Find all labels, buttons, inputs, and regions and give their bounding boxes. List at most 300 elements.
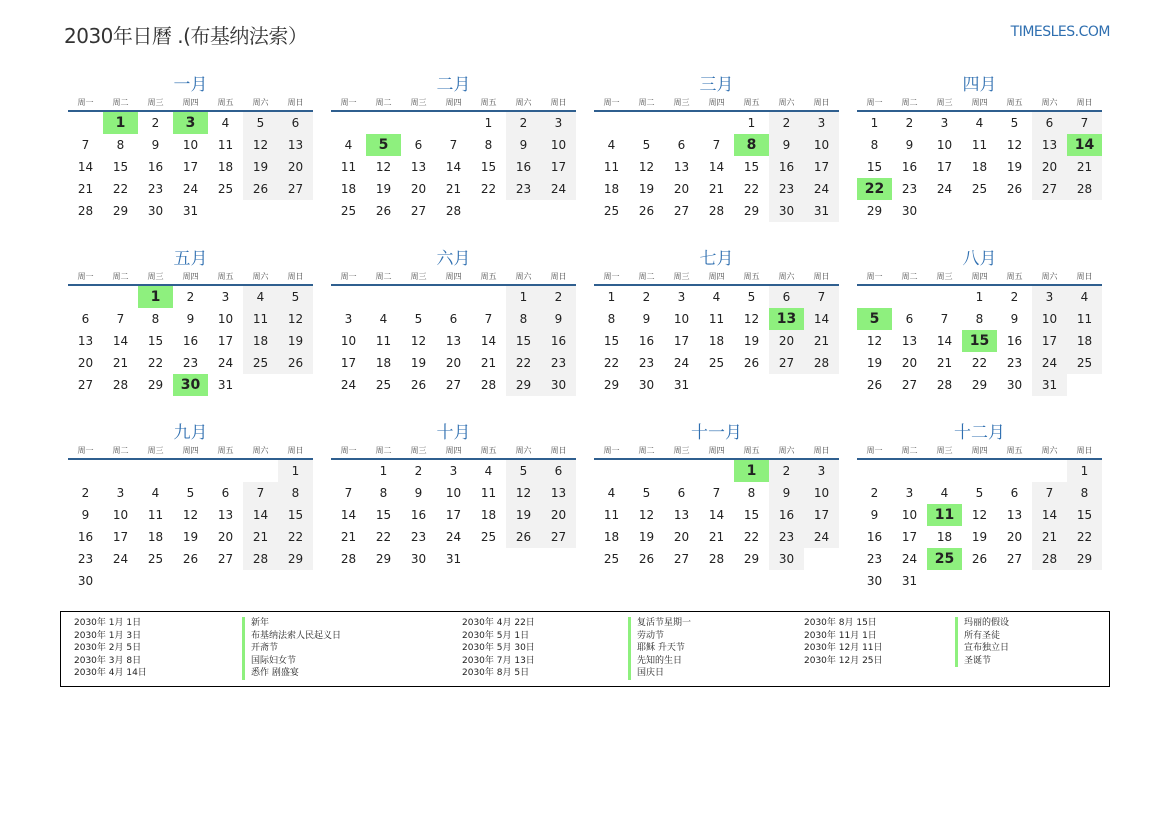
day-cell: 10 <box>182 138 199 152</box>
month-title: 三月 <box>699 75 734 95</box>
holiday-name: 布基纳法索人民起义日 <box>242 630 341 643</box>
day-cell: 3 <box>221 290 230 304</box>
empty-cell <box>699 460 734 482</box>
day-cell: 16 <box>182 334 199 348</box>
day-cell: 7 <box>1032 482 1067 504</box>
day-cell: 17 <box>936 160 953 174</box>
month-title: 五月 <box>173 249 208 269</box>
day-cell: 11 <box>708 312 725 326</box>
day-cell: 30 <box>410 552 427 566</box>
weekday-label: 周三 <box>673 446 690 455</box>
holiday-date: 2030年 7月 13日 <box>462 655 535 666</box>
day-cell: 10 <box>541 134 576 156</box>
day-cell: 19 <box>375 182 392 196</box>
day-cell: 8 <box>379 486 388 500</box>
empty-cell <box>1032 460 1067 482</box>
empty-cell <box>401 112 436 134</box>
day-cell: 25 <box>603 204 620 218</box>
day-cell: 14 <box>243 504 278 526</box>
day-cell: 10 <box>340 334 357 348</box>
day-cell: 3 <box>344 312 353 326</box>
empty-cell <box>436 286 471 308</box>
weekday-label: 周四 <box>708 446 725 455</box>
weekday-header <box>331 96 576 112</box>
weekday-label: 周三 <box>673 272 690 281</box>
weekday-label: 周二 <box>112 272 129 281</box>
day-cell: 28 <box>112 378 129 392</box>
weekday-header <box>857 96 1102 112</box>
day-cell: 18 <box>971 160 988 174</box>
day-cell: 13 <box>673 508 690 522</box>
day-cell: 21 <box>480 356 497 370</box>
day-cell: 6 <box>449 312 458 326</box>
empty-cell <box>892 460 927 482</box>
empty-cell <box>68 286 103 308</box>
day-cell: 5 <box>1010 116 1019 130</box>
day-cell: 1 <box>607 290 616 304</box>
day-cell: 7 <box>804 286 839 308</box>
day-cell: 20 <box>410 182 427 196</box>
weekday-label: 周一 <box>866 446 883 455</box>
month-3 <box>594 74 839 247</box>
holiday-day-cell: 5 <box>857 308 892 330</box>
day-grid <box>331 460 576 570</box>
weekday-label: 周六 <box>515 272 532 281</box>
weekday-label: 周日 <box>813 446 830 455</box>
day-cell: 14 <box>445 160 462 174</box>
day-grid <box>857 286 1102 396</box>
holiday-name: 圣诞节 <box>955 655 1009 668</box>
empty-cell <box>857 460 892 482</box>
weekday-label: 周一 <box>77 272 94 281</box>
day-cell: 7 <box>712 486 721 500</box>
day-cell: 25 <box>217 182 234 196</box>
day-cell: 15 <box>375 508 392 522</box>
day-cell: 2 <box>769 112 804 134</box>
holiday-day-cell: 3 <box>173 112 208 134</box>
holiday-names-col-1 <box>242 617 341 680</box>
weekday-label: 周三 <box>410 446 427 455</box>
weekday-label: 周二 <box>638 446 655 455</box>
day-cell: 31 <box>217 378 234 392</box>
holiday-dates-col-1 <box>74 617 147 680</box>
holiday-name: 玛丽的假设 <box>955 617 1009 630</box>
day-cell: 10 <box>112 508 129 522</box>
day-cell: 24 <box>217 356 234 370</box>
day-cell: 20 <box>77 356 94 370</box>
day-cell: 23 <box>1006 356 1023 370</box>
day-cell: 8 <box>484 138 493 152</box>
day-cell: 21 <box>708 530 725 544</box>
site-link[interactable]: TIMESLES.COM <box>1010 24 1110 40</box>
day-cell: 7 <box>484 312 493 326</box>
holiday-day-cell: 25 <box>927 548 962 570</box>
day-cell: 23 <box>541 352 576 374</box>
weekday-label: 周五 <box>1006 98 1023 107</box>
day-cell: 6 <box>677 138 686 152</box>
day-cell: 24 <box>112 552 129 566</box>
day-cell: 21 <box>1032 526 1067 548</box>
weekday-label: 周一 <box>77 98 94 107</box>
day-cell: 8 <box>116 138 125 152</box>
day-cell: 18 <box>243 330 278 352</box>
day-cell: 12 <box>743 312 760 326</box>
day-cell: 10 <box>445 486 462 500</box>
day-cell: 31 <box>182 204 199 218</box>
weekday-label: 周日 <box>1076 272 1093 281</box>
empty-cell <box>664 112 699 134</box>
weekday-header <box>331 270 576 286</box>
day-grid <box>68 112 313 222</box>
holiday-day-cell: 15 <box>962 330 997 352</box>
day-cell: 13 <box>217 508 234 522</box>
day-cell: 10 <box>217 312 234 326</box>
day-cell: 2 <box>769 460 804 482</box>
day-cell: 13 <box>1006 508 1023 522</box>
day-cell: 9 <box>642 312 651 326</box>
weekday-label: 周三 <box>936 272 953 281</box>
holiday-date: 2030年 1月 3日 <box>74 630 142 641</box>
day-cell: 12 <box>278 308 313 330</box>
holiday-day-cell: 11 <box>927 504 962 526</box>
day-cell: 17 <box>901 530 918 544</box>
empty-cell <box>331 460 366 482</box>
day-cell: 4 <box>1067 286 1102 308</box>
day-cell: 3 <box>449 464 458 478</box>
day-cell: 10 <box>901 508 918 522</box>
weekday-label: 周一 <box>77 446 94 455</box>
day-cell: 5 <box>414 312 423 326</box>
weekday-label: 周日 <box>1076 98 1093 107</box>
day-cell: 2 <box>506 112 541 134</box>
day-cell: 29 <box>971 378 988 392</box>
holiday-date: 2030年 12月 11日 <box>804 643 883 653</box>
weekday-header <box>594 444 839 460</box>
day-cell: 25 <box>1067 352 1102 374</box>
day-cell: 24 <box>340 378 357 392</box>
day-cell: 5 <box>186 486 195 500</box>
weekday-label: 周六 <box>1041 272 1058 281</box>
day-cell: 28 <box>804 352 839 374</box>
weekday-header <box>68 444 313 460</box>
day-cell: 28 <box>936 378 953 392</box>
day-cell: 24 <box>936 182 953 196</box>
day-cell: 20 <box>278 156 313 178</box>
day-cell: 8 <box>747 486 756 500</box>
day-cell: 4 <box>484 464 493 478</box>
weekday-label: 周六 <box>252 98 269 107</box>
day-cell: 15 <box>1067 504 1102 526</box>
day-cell: 3 <box>541 112 576 134</box>
day-cell: 10 <box>936 138 953 152</box>
month-6 <box>331 248 576 421</box>
weekday-label: 周一 <box>340 446 357 455</box>
day-grid <box>68 460 313 592</box>
holiday-name: 先知的生日 <box>628 655 691 668</box>
day-cell: 17 <box>445 508 462 522</box>
day-cell: 25 <box>375 378 392 392</box>
day-cell: 8 <box>151 312 160 326</box>
day-cell: 4 <box>344 138 353 152</box>
day-cell: 27 <box>673 204 690 218</box>
day-cell: 11 <box>480 486 497 500</box>
day-cell: 2 <box>870 486 879 500</box>
day-cell: 25 <box>480 530 497 544</box>
day-grid <box>331 112 576 222</box>
weekday-label: 周四 <box>971 272 988 281</box>
month-12 <box>857 422 1102 595</box>
day-cell: 27 <box>445 378 462 392</box>
holiday-day-cell: 1 <box>138 286 173 308</box>
day-cell: 3 <box>905 486 914 500</box>
day-cell: 5 <box>642 486 651 500</box>
day-cell: 17 <box>112 530 129 544</box>
day-cell: 28 <box>708 204 725 218</box>
day-cell: 29 <box>743 204 760 218</box>
empty-cell <box>927 460 962 482</box>
day-cell: 20 <box>769 330 804 352</box>
holiday-list <box>60 611 1110 687</box>
day-cell: 12 <box>182 508 199 522</box>
day-cell: 10 <box>673 312 690 326</box>
day-cell: 9 <box>186 312 195 326</box>
empty-cell <box>401 286 436 308</box>
day-cell: 19 <box>638 182 655 196</box>
day-cell: 19 <box>638 530 655 544</box>
holiday-date: 2030年 4月 14日 <box>74 668 147 678</box>
day-grid <box>594 460 839 570</box>
holiday-day-cell: 30 <box>173 374 208 396</box>
holiday-name: 所有圣徒 <box>955 630 1009 643</box>
day-cell: 18 <box>340 182 357 196</box>
day-cell: 2 <box>642 290 651 304</box>
day-cell: 28 <box>708 552 725 566</box>
day-cell: 25 <box>603 552 620 566</box>
day-cell: 4 <box>712 290 721 304</box>
day-cell: 28 <box>1067 178 1102 200</box>
day-cell: 27 <box>217 552 234 566</box>
day-cell: 11 <box>1067 308 1102 330</box>
month-title: 一月 <box>173 75 208 95</box>
day-cell: 15 <box>743 508 760 522</box>
holiday-dates-col-2 <box>462 617 535 680</box>
calendar-grid <box>68 74 1102 595</box>
month-11 <box>594 422 839 595</box>
weekday-label: 周六 <box>515 446 532 455</box>
day-cell: 29 <box>1067 548 1102 570</box>
month-2 <box>331 74 576 247</box>
day-cell: 8 <box>506 308 541 330</box>
weekday-label: 周五 <box>480 272 497 281</box>
day-grid <box>857 112 1102 222</box>
day-cell: 18 <box>147 530 164 544</box>
day-cell: 26 <box>743 356 760 370</box>
page-title: 2030年日曆 .(布基纳法索） <box>64 24 308 48</box>
day-cell: 11 <box>340 160 357 174</box>
day-cell: 9 <box>769 482 804 504</box>
day-cell: 29 <box>603 378 620 392</box>
holiday-name: 劳动节 <box>628 630 691 643</box>
weekday-label: 周六 <box>778 98 795 107</box>
month-1 <box>68 74 313 247</box>
holiday-date: 2030年 8月 15日 <box>804 618 877 628</box>
day-cell: 6 <box>414 138 423 152</box>
day-cell: 30 <box>147 204 164 218</box>
day-cell: 22 <box>971 356 988 370</box>
day-cell: 1 <box>278 460 313 482</box>
weekday-label: 周二 <box>901 272 918 281</box>
month-8 <box>857 248 1102 421</box>
month-4 <box>857 74 1102 247</box>
day-cell: 11 <box>243 308 278 330</box>
day-cell: 13 <box>410 160 427 174</box>
day-cell: 20 <box>901 356 918 370</box>
holiday-day-cell: 8 <box>734 134 769 156</box>
empty-cell <box>471 286 506 308</box>
empty-cell <box>366 112 401 134</box>
day-cell: 16 <box>147 160 164 174</box>
day-cell: 20 <box>673 530 690 544</box>
day-cell: 5 <box>747 290 756 304</box>
holiday-day-cell: 1 <box>734 460 769 482</box>
day-cell: 28 <box>1032 548 1067 570</box>
day-cell: 11 <box>375 334 392 348</box>
day-cell: 23 <box>182 356 199 370</box>
day-cell: 14 <box>1032 504 1067 526</box>
holiday-date: 2030年 3月 8日 <box>74 655 142 666</box>
empty-cell <box>208 460 243 482</box>
day-cell: 20 <box>1032 156 1067 178</box>
empty-cell <box>857 286 892 308</box>
weekday-label: 周三 <box>147 272 164 281</box>
empty-cell <box>892 286 927 308</box>
day-cell: 12 <box>971 508 988 522</box>
day-cell: 28 <box>243 548 278 570</box>
day-grid <box>594 112 839 222</box>
holiday-name: 国际妇女节 <box>242 655 341 668</box>
day-cell: 24 <box>901 552 918 566</box>
day-cell: 15 <box>480 160 497 174</box>
day-cell: 12 <box>1006 138 1023 152</box>
day-cell: 5 <box>278 286 313 308</box>
day-cell: 6 <box>769 286 804 308</box>
day-cell: 9 <box>1010 312 1019 326</box>
day-cell: 11 <box>603 160 620 174</box>
holiday-date: 2030年 8月 5日 <box>462 668 530 678</box>
day-cell: 1 <box>870 116 879 130</box>
holiday-name: 耶稣 升天节 <box>628 642 691 655</box>
day-cell: 18 <box>1067 330 1102 352</box>
day-cell: 19 <box>182 530 199 544</box>
day-cell: 19 <box>278 330 313 352</box>
day-cell: 10 <box>804 134 839 156</box>
day-cell: 25 <box>340 204 357 218</box>
day-cell: 14 <box>340 508 357 522</box>
weekday-header <box>594 270 839 286</box>
weekday-label: 周一 <box>866 98 883 107</box>
day-cell: 17 <box>804 156 839 178</box>
day-cell: 13 <box>77 334 94 348</box>
day-cell: 21 <box>708 182 725 196</box>
empty-cell <box>436 112 471 134</box>
weekday-label: 周日 <box>1076 446 1093 455</box>
day-cell: 3 <box>940 116 949 130</box>
day-cell: 17 <box>541 156 576 178</box>
weekday-label: 周五 <box>217 446 234 455</box>
day-cell: 26 <box>243 178 278 200</box>
holiday-names-col-3 <box>955 617 1009 667</box>
day-cell: 15 <box>506 330 541 352</box>
weekday-label: 周日 <box>813 98 830 107</box>
weekday-label: 周五 <box>480 446 497 455</box>
day-cell: 15 <box>147 334 164 348</box>
day-cell: 17 <box>340 356 357 370</box>
weekday-label: 周二 <box>901 98 918 107</box>
day-cell: 21 <box>445 182 462 196</box>
day-cell: 16 <box>1006 334 1023 348</box>
month-title: 四月 <box>962 75 997 95</box>
day-cell: 2 <box>1010 290 1019 304</box>
weekday-label: 周日 <box>813 272 830 281</box>
day-cell: 13 <box>445 334 462 348</box>
holiday-name: 宣布独立日 <box>955 642 1009 655</box>
day-cell: 8 <box>870 138 879 152</box>
empty-cell <box>594 460 629 482</box>
day-cell: 18 <box>375 356 392 370</box>
day-cell: 16 <box>866 530 883 544</box>
day-cell: 18 <box>708 334 725 348</box>
day-cell: 23 <box>410 530 427 544</box>
day-cell: 14 <box>936 334 953 348</box>
day-cell: 26 <box>971 552 988 566</box>
day-cell: 14 <box>480 334 497 348</box>
weekday-label: 周四 <box>708 98 725 107</box>
empty-cell <box>594 112 629 134</box>
weekday-label: 周一 <box>340 98 357 107</box>
day-cell: 18 <box>217 160 234 174</box>
day-cell: 4 <box>975 116 984 130</box>
weekday-label: 周六 <box>515 98 532 107</box>
empty-cell <box>962 460 997 482</box>
day-cell: 26 <box>638 204 655 218</box>
empty-cell <box>366 286 401 308</box>
day-cell: 8 <box>278 482 313 504</box>
day-cell: 12 <box>410 334 427 348</box>
holiday-date: 2030年 4月 22日 <box>462 618 535 628</box>
month-title: 八月 <box>962 249 997 269</box>
day-cell: 22 <box>1067 526 1102 548</box>
empty-cell <box>629 112 664 134</box>
day-cell: 22 <box>506 352 541 374</box>
day-cell: 17 <box>673 334 690 348</box>
day-cell: 23 <box>901 182 918 196</box>
day-cell: 9 <box>414 486 423 500</box>
holiday-date: 2030年 5月 30日 <box>462 643 535 653</box>
day-cell: 19 <box>971 530 988 544</box>
day-cell: 19 <box>243 156 278 178</box>
weekday-label: 周六 <box>252 446 269 455</box>
weekday-label: 周五 <box>480 98 497 107</box>
empty-cell <box>68 112 103 134</box>
day-cell: 14 <box>77 160 94 174</box>
day-cell: 25 <box>708 356 725 370</box>
day-cell: 1 <box>747 116 756 130</box>
day-cell: 14 <box>804 308 839 330</box>
day-cell: 23 <box>506 178 541 200</box>
day-cell: 19 <box>410 356 427 370</box>
empty-cell <box>331 286 366 308</box>
day-cell: 2 <box>414 464 423 478</box>
